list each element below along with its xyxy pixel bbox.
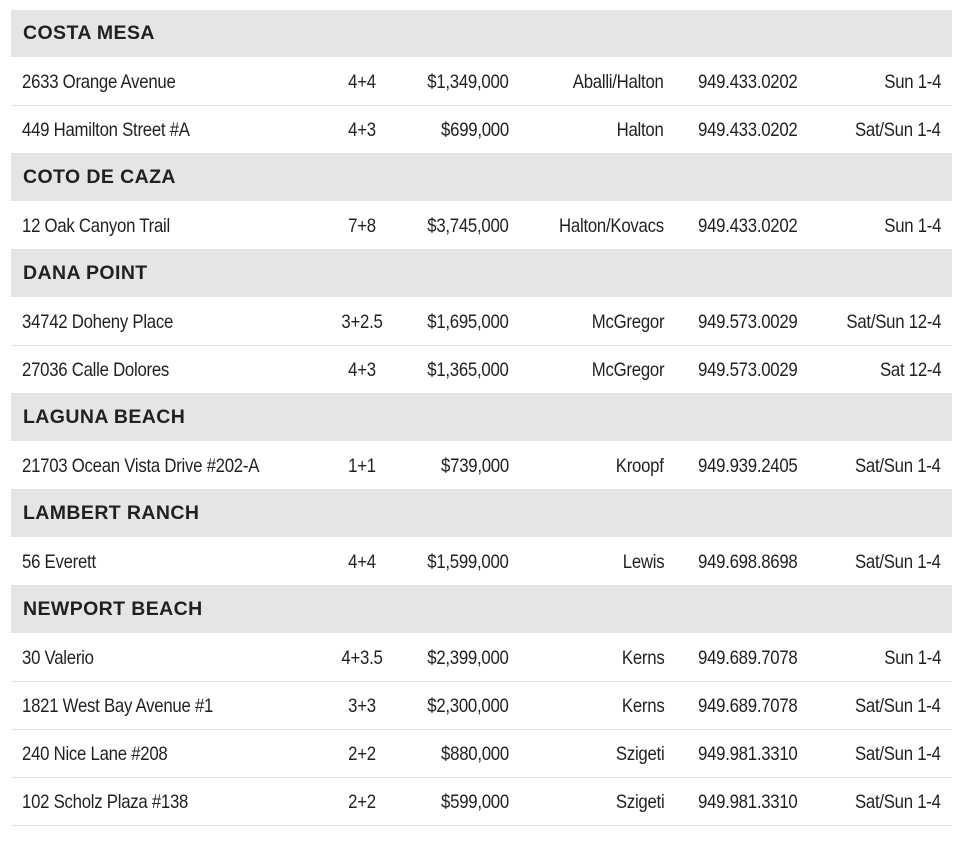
listing-hours: Sat/Sun 1-4 — [855, 119, 941, 141]
open-house-listings — [11, 10, 952, 826]
listing-price: $1,599,000 — [427, 551, 509, 573]
listing-agent: Kroopf — [616, 455, 664, 477]
listing-price: $1,695,000 — [427, 311, 509, 333]
listing-phone: 949.433.0202 — [698, 119, 798, 141]
listing-price: $880,000 — [441, 743, 509, 765]
listing-price: $3,745,000 — [427, 215, 509, 237]
listing-price: $739,000 — [441, 455, 509, 477]
listing-rooms: 2+2 — [348, 791, 376, 813]
listing-phone: 949.981.3310 — [698, 743, 798, 765]
listing-price: $1,365,000 — [427, 359, 509, 381]
listing-rooms: 3+3 — [348, 695, 376, 717]
listing-phone: 949.689.7078 — [698, 695, 798, 717]
listing-rooms: 3+2.5 — [341, 311, 383, 333]
listing-agent: McGregor — [591, 359, 664, 381]
listing-agent: McGregor — [591, 311, 664, 333]
listing-address: 56 Everett — [22, 551, 96, 573]
listing-phone: 949.698.8698 — [698, 551, 798, 573]
listing-row — [11, 442, 952, 490]
listing-row — [11, 202, 952, 250]
listing-rooms: 4+3 — [348, 119, 376, 141]
listing-row — [11, 298, 952, 346]
listing-rooms: 4+3.5 — [341, 647, 383, 669]
section-title: COTO DE CAZA — [23, 166, 176, 188]
section-title: LAGUNA BEACH — [23, 406, 186, 428]
section-title: NEWPORT BEACH — [23, 598, 203, 620]
listing-price: $599,000 — [441, 791, 509, 813]
section-header — [11, 586, 952, 634]
section-header — [11, 154, 952, 202]
listing-row — [11, 682, 952, 730]
listing-address: 27036 Calle Dolores — [22, 359, 170, 381]
listing-hours: Sat/Sun 1-4 — [855, 551, 941, 573]
listing-row — [11, 538, 952, 586]
listing-hours: Sat 12-4 — [879, 359, 941, 381]
listing-phone: 949.573.0029 — [698, 359, 798, 381]
listing-price: $699,000 — [441, 119, 509, 141]
listing-rooms: 4+4 — [348, 551, 376, 573]
listing-agent: Kerns — [621, 647, 664, 669]
listing-address: 240 Nice Lane #208 — [22, 743, 168, 765]
listing-address: 30 Valerio — [22, 647, 94, 669]
listing-rooms: 1+1 — [348, 455, 376, 477]
listing-price: $1,349,000 — [427, 71, 509, 93]
section-title: LAMBERT RANCH — [23, 502, 200, 524]
listing-hours: Sun 1-4 — [884, 215, 941, 237]
section-title: COSTA MESA — [23, 22, 155, 44]
listing-rooms: 2+2 — [348, 743, 376, 765]
listing-rooms: 4+3 — [348, 359, 376, 381]
section-header — [11, 10, 952, 58]
listing-address: 102 Scholz Plaza #138 — [22, 791, 189, 813]
listing-rooms: 7+8 — [348, 215, 376, 237]
listing-phone: 949.939.2405 — [698, 455, 798, 477]
listing-agent: Halton — [617, 119, 664, 141]
listing-hours: Sun 1-4 — [884, 647, 941, 669]
section-header — [11, 250, 952, 298]
listing-row — [11, 58, 952, 106]
listing-agent: Lewis — [622, 551, 664, 573]
listing-phone: 949.573.0029 — [698, 311, 798, 333]
listing-address: 21703 Ocean Vista Drive #202-A — [22, 455, 260, 477]
listing-agent: Aballi/Halton — [573, 71, 664, 93]
listing-agent: Kerns — [621, 695, 664, 717]
listing-rooms: 4+4 — [348, 71, 376, 93]
section-header — [11, 490, 952, 538]
listing-address: 1821 West Bay Avenue #1 — [22, 695, 214, 717]
listing-phone: 949.689.7078 — [698, 647, 798, 669]
listing-price: $2,300,000 — [427, 695, 509, 717]
listing-address: 34742 Doheny Place — [22, 311, 174, 333]
listing-agent: Szigeti — [615, 743, 664, 765]
listing-row — [11, 730, 952, 778]
listing-hours: Sat/Sun 1-4 — [855, 455, 941, 477]
listing-hours: Sat/Sun 1-4 — [855, 695, 941, 717]
listing-hours: Sun 1-4 — [884, 71, 941, 93]
listing-agent: Szigeti — [615, 791, 664, 813]
listing-address: 12 Oak Canyon Trail — [22, 215, 170, 237]
listing-row — [11, 634, 952, 682]
listing-price: $2,399,000 — [427, 647, 509, 669]
listing-address: 2633 Orange Avenue — [22, 71, 176, 93]
section-header — [11, 394, 952, 442]
listing-row — [11, 106, 952, 154]
listing-hours: Sat/Sun 1-4 — [855, 743, 941, 765]
listing-hours: Sat/Sun 12-4 — [846, 311, 941, 333]
section-title: DANA POINT — [23, 262, 148, 284]
listing-address: 449 Hamilton Street #A — [22, 119, 190, 141]
listing-hours: Sat/Sun 1-4 — [855, 791, 941, 813]
listing-row — [11, 778, 952, 826]
listing-phone: 949.433.0202 — [698, 215, 798, 237]
listing-row — [11, 346, 952, 394]
listing-phone: 949.981.3310 — [698, 791, 798, 813]
listing-agent: Halton/Kovacs — [559, 215, 664, 237]
listing-phone: 949.433.0202 — [698, 71, 798, 93]
